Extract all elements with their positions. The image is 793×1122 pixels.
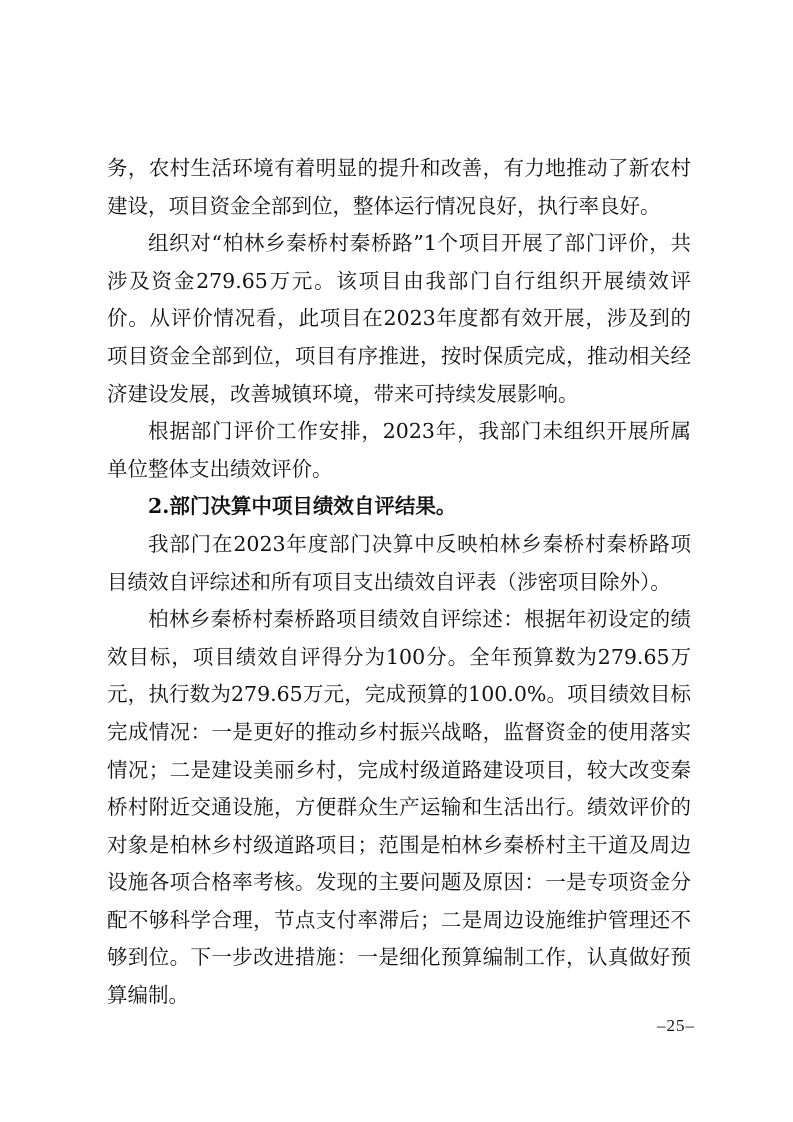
paragraph-department-evaluation: 组织对“柏林乡秦桥村秦桥路”1个项目开展了部门评价，共涉及资金279.65万元。该项目由我部门自行组织开展绩效评价。从评价情况看，此项目在2023年度都有效开展，涉及到的项目资金全部到位，项目有序推进，按时保质完成，推动相关经济建设发展，改善城镇环境，带来可持续发展影响。 [107, 231, 691, 406]
document-body [107, 150, 691, 1015]
page-number: –25– [657, 1016, 695, 1035]
paragraph-self-evaluation-intro: 我部门在2023年度部门决算中反映柏林乡秦桥村秦桥路项目绩效自评综述和所有项目支出绩效自评表（涉密项目除外）。 [107, 531, 691, 594]
paragraph-self-evaluation-summary: 柏林乡秦桥村秦桥路项目绩效自评综述：根据年初设定的绩效目标，项目绩效自评得分为100分。全年预算数为279.65万元，执行数为279.65万元，完成预算的100.0%。项目绩效目标完成情况：一是更好的推动乡村振兴战略，监督资金的使用落实情况；二是建设美丽乡村，完成村级道路建设项目，较大改变秦桥村附近交通设施，方便群众生产运输和生活出行。绩效评价的对象是柏林乡村级道路项目；范围是柏林乡秦桥村主干道及周边设施各项合格率考核。发现的主要问题及原因：一是专项资金分配不够科学合理，节点支付率滞后；二是周边设施维护管理还不够到位。下一步改进措施：一是细化预算编制工作，认真做好预算编制。 [107, 607, 691, 1008]
section-heading: 2.部门决算中项目绩效自评结果。 [148, 494, 457, 519]
paragraph-continuation: 务，农村生活环境有着明显的提升和改善，有力地推动了新农村建设，项目资金全部到位，整体运行情况良好，执行率良好。 [107, 156, 691, 218]
paragraph-unit-evaluation: 根据部门评价工作安排，2023年，我部门未组织开展所属单位整体支出绩效评价。 [107, 419, 691, 481]
